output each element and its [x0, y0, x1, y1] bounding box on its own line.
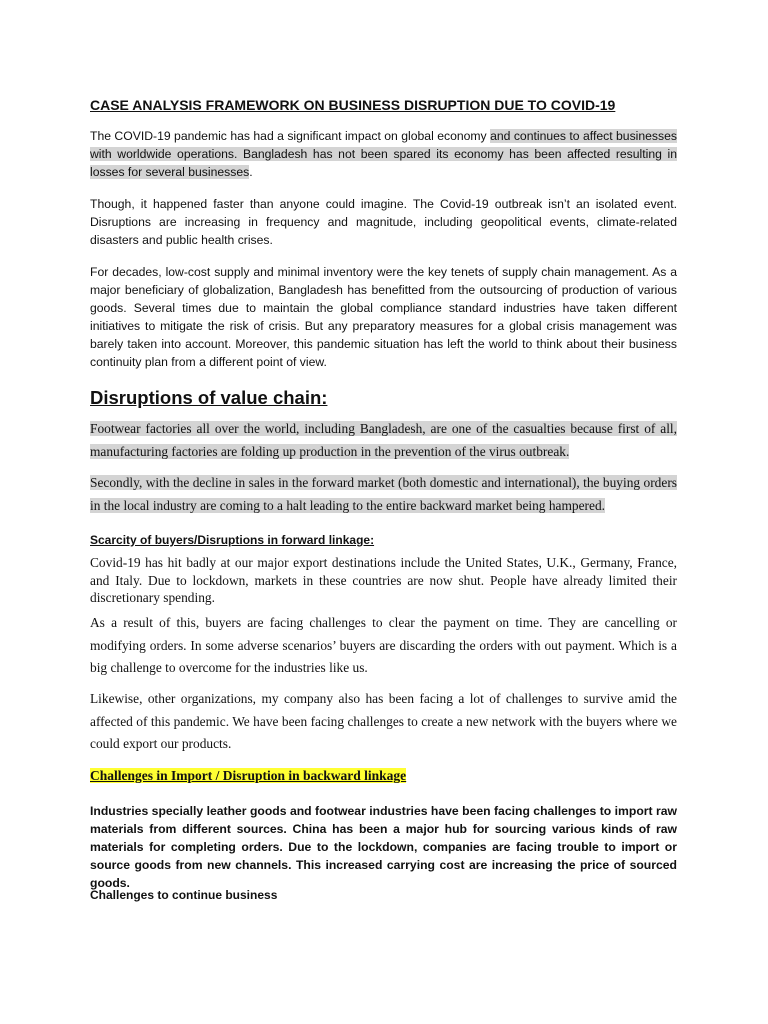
paragraph-speed-of-outbreak: Though, it happened faster than anyone could imagine. The Covid-19 outbreak isn’t an isolated event. Disruptions are increasing in frequency and magnitude, including geopolitical events, climate-related disasters and public health crises.	[90, 197, 677, 247]
document-title: CASE ANALYSIS FRAMEWORK ON BUSINESS DISRUPTION DUE TO COVID-19	[90, 97, 616, 113]
highlighted-text: Secondly, with the decline in sales in the forward market (both domestic and international), the buying orders in the local industry are coming to a halt leading to the entire backward market being hampered.	[90, 475, 677, 513]
intro-paragraph	[90, 127, 677, 181]
paragraph-import-challenges: Industries specially leather goods and footwear industries have been facing challenges to import raw materials from different sources. China has been a major hub for sourcing various kinds of raw materials for completing orders. Due to the lockdown, companies are facing trouble to import or source goods from new channels. This increased carrying cost are increasing the price of sourced goods.	[90, 804, 677, 890]
section-heading-forward-linkage: Scarcity of buyers/Disruptions in forward linkage:	[90, 533, 375, 547]
highlighted-text: Footwear factories all over the world, including Bangladesh, are one of the casualties because first of all, manufacturing factories are folding up production in the prevention of the virus outbreak.	[90, 421, 677, 459]
paragraph-footwear-factories	[90, 418, 677, 463]
paragraph-buyer-payments: As a result of this, buyers are facing challenges to clear the payment on time. They are cancelling or modifying orders. In some adverse scenarios’ buyers are discarding the orders with out payment. Which is a big challenge to overcome for the industries like us.	[90, 615, 677, 675]
paragraph-company-challenges: Likewise, other organizations, my company also has been facing a lot of challenges to survive amid the affected of this pandemic. We have been facing challenges to create a new network with the buyers where we could export our products.	[90, 691, 677, 751]
paragraph-decline-in-sales	[90, 472, 677, 517]
intro-end: .	[249, 165, 253, 179]
paragraph-export-destinations: Covid-19 has hit badly at our major export destinations include the United States, U.K., Germany, France, and Italy. Due to lockdown, markets in these countries are now shut. People have already limited their discretionary spending.	[90, 555, 677, 605]
intro-highlighted-text: and continues to affect businesses with worldwide operations. Bangladesh has not been spared its economy has been affected resulting in losses for several businesses	[90, 129, 677, 179]
paragraph-supply-chain: For decades, low-cost supply and minimal inventory were the key tenets of supply chain management. As a major beneficiary of globalization, Bangladesh has benefitted from the outsourcing of production of various goods. Several times due to maintain the global compliance standard industries have taken different initiatives to mitigate the risk of crisis. But any preparatory measures for a global crisis management was barely taken into account. Moreover, this pandemic situation has left the world to think about their business continuity plan from a different point of view.	[90, 265, 677, 369]
intro-text: The COVID-19 pandemic has had a significant impact on global economy	[90, 129, 491, 143]
section-heading-backward-linkage	[90, 766, 677, 786]
section-heading-value-chain: Disruptions of value chain:	[90, 387, 328, 408]
yellow-highlighted-heading: Challenges in Import / Disruption in backward linkage	[90, 768, 407, 783]
section-heading-continue-business: Challenges to continue business	[90, 888, 278, 902]
